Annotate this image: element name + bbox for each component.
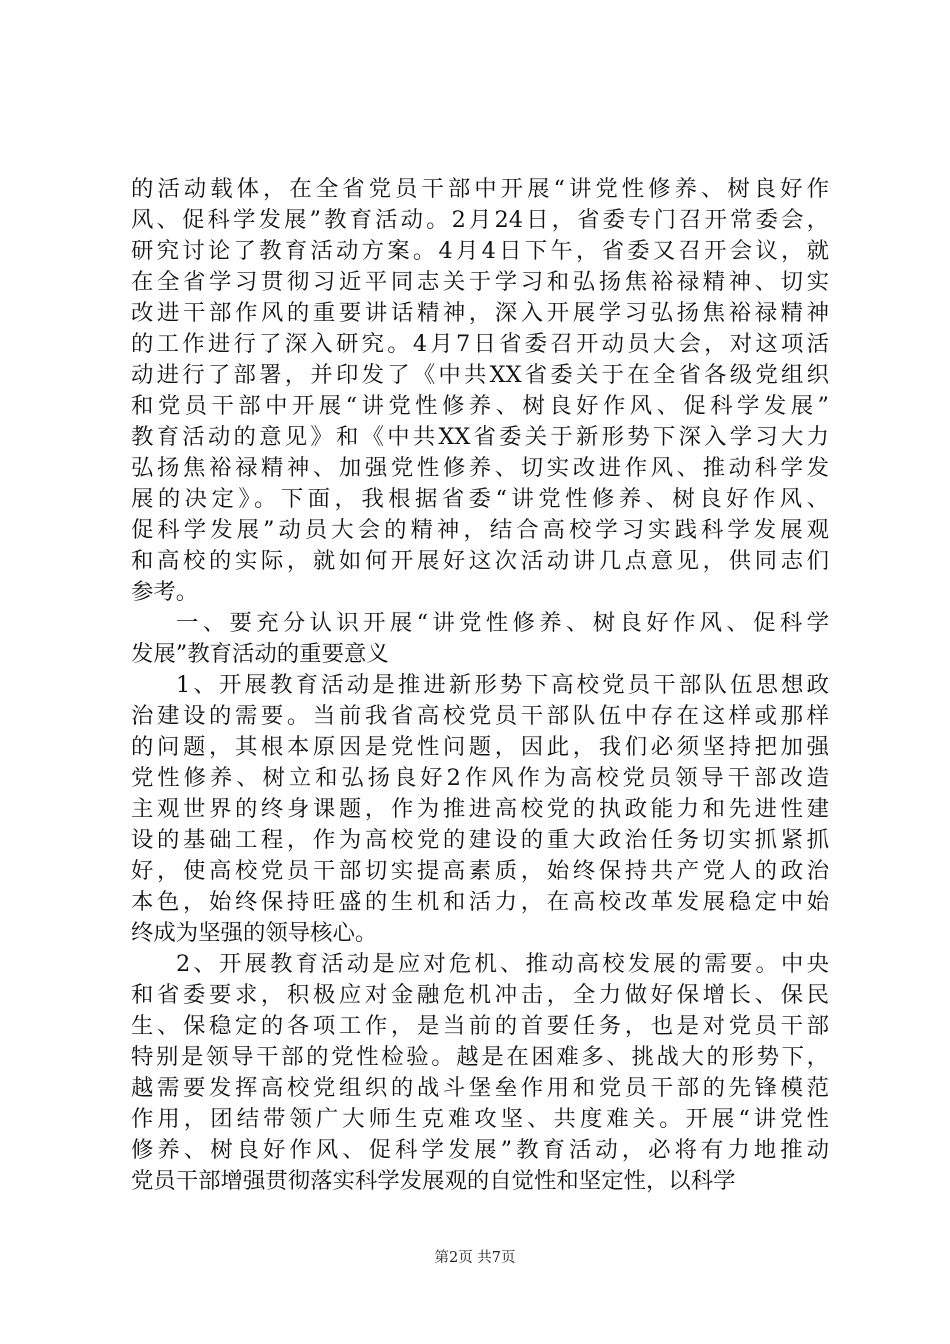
paragraph-p3: [131, 670, 829, 949]
text-line: 修养、树良好作风、促科学发展”教育活动，必将有力地推动: [131, 1137, 829, 1163]
text-line: 越需要发挥高校党组织的战斗堡垒作用和党员干部的先锋模范: [131, 1075, 829, 1101]
text-line: 教育活动的意见》和《中共XX省委关于新形势下深入学习大力: [131, 424, 829, 450]
text-line: 和高校的实际，就如何开展好这次活动讲几点意见，供同志们: [131, 548, 829, 574]
page-number-label: 第2页 共7页: [434, 1250, 516, 1266]
text-line: 生、保稳定的各项工作，是当前的首要任务，也是对党员干部: [131, 1013, 829, 1039]
paragraph-p4: [131, 949, 829, 1197]
text-line: 终成为坚强的领导核心。: [131, 920, 378, 946]
text-line: 和省委要求，积极应对金融危机冲击，全力做好保增长、保民: [131, 982, 829, 1008]
text-line: 党员干部增强贯彻落实科学发展观的自觉性和坚定性，以科学: [131, 1168, 736, 1194]
text-line: 展的决定》。下面，我根据省委“讲党性修养、树良好作风、: [131, 486, 829, 512]
text-line: 发展”教育活动的重要意义: [131, 641, 389, 667]
text-line: 研究讨论了教育活动方案。4月4日下午，省委又召开会议，就: [131, 238, 829, 264]
document-body: [131, 174, 829, 1197]
text-line: 党性修养、树立和弘扬良好2作风作为高校党员领导干部改造: [131, 765, 829, 791]
text-line: 作用，团结带领广大师生克难攻坚、共度难关。开展“讲党性: [131, 1106, 829, 1132]
text-line: 设的基础工程，作为高校党的建设的重大政治任务切实抓紧抓: [131, 827, 829, 853]
text-line: 改进干部作风的重要讲话精神，深入开展学习弘扬焦裕禄精神: [131, 300, 829, 326]
paragraph-p2: [131, 608, 829, 670]
text-line: 主观世界的终身课题，作为推进高校党的执政能力和先进性建: [131, 796, 829, 822]
paragraph-p1: [131, 174, 829, 608]
text-line: 参考。: [131, 579, 199, 605]
text-line: 好，使高校党员干部切实提高素质，始终保持共产党人的政治: [131, 858, 829, 884]
text-line: 一、要充分认识开展“讲党性修养、树良好作风、促科学: [176, 610, 829, 636]
text-line: 本色，始终保持旺盛的生机和活力，在高校改革发展稳定中始: [131, 889, 829, 915]
text-line: 的问题，其根本原因是党性问题，因此，我们必须坚持把加强: [131, 734, 829, 760]
text-line: 风、促科学发展”教育活动。2月24日，省委专门召开常委会，: [131, 207, 829, 233]
text-line: 1、开展教育活动是推进新形势下高校党员干部队伍思想政: [176, 672, 829, 698]
text-line: 和党员干部中开展“讲党性修养、树良好作风、促科学发展”: [131, 393, 829, 419]
text-line: 在全省学习贯彻习近平同志关于学习和弘扬焦裕禄精神、切实: [131, 269, 829, 295]
text-line: 治建设的需要。当前我省高校党员干部队伍中存在这样或那样: [131, 703, 829, 729]
page-footer: [0, 1248, 950, 1268]
text-line: 2、开展教育活动是应对危机、推动高校发展的需要。中央: [176, 951, 829, 977]
text-line: 弘扬焦裕禄精神、加强党性修养、切实改进作风、推动科学发: [131, 455, 829, 481]
text-line: 动进行了部署，并印发了《中共XX省委关于在全省各级党组织: [131, 362, 829, 388]
text-line: 的活动载体，在全省党员干部中开展“讲党性修养、树良好作: [131, 176, 829, 202]
text-line: 特别是领导干部的党性检验。越是在困难多、挑战大的形势下，: [131, 1044, 829, 1070]
text-line: 促科学发展”动员大会的精神，结合高校学习实践科学发展观: [131, 517, 829, 543]
text-line: 的工作进行了深入研究。4月7日省委召开动员大会，对这项活: [131, 331, 829, 357]
